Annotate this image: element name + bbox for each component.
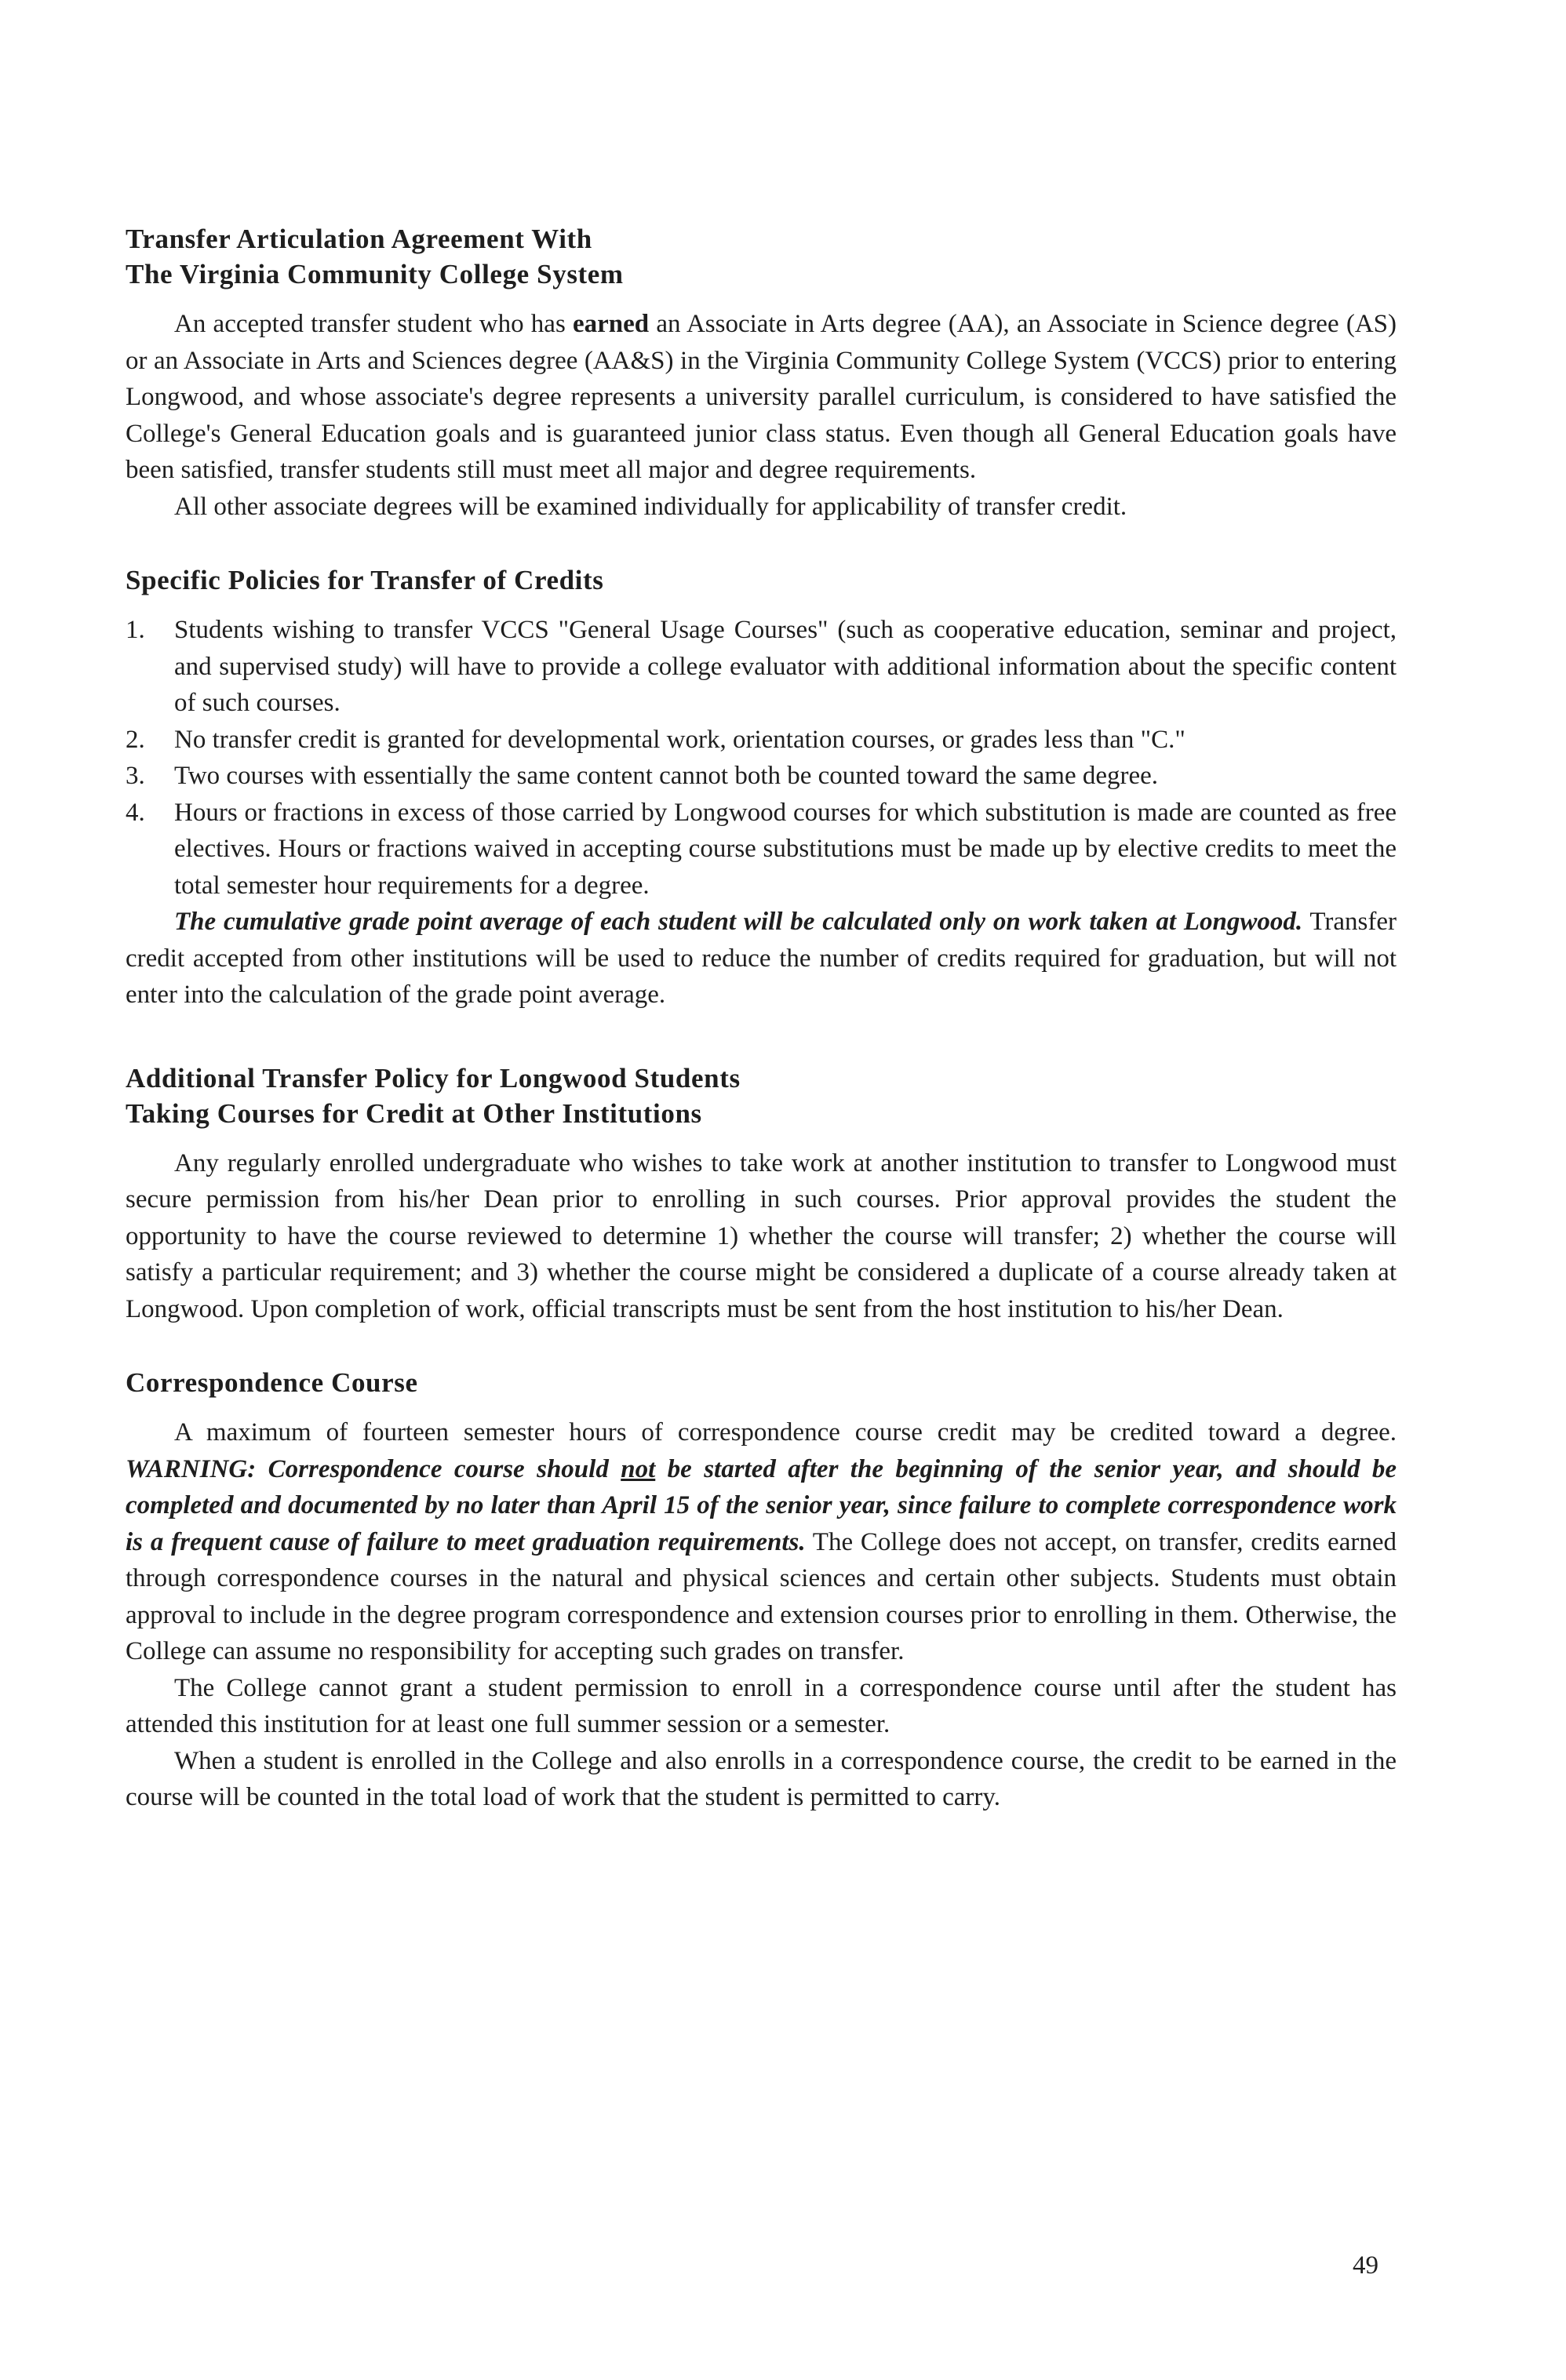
vccs-heading: Transfer Articulation Agreement With The Virginia Community College System	[126, 224, 624, 289]
policy-item: 3. Two courses with essentially the same content cannot both be counted toward the same degree.	[126, 762, 1159, 790]
additional-policy-heading: Additional Transfer Policy for Longwood Students Taking Courses for Credit at Other Institutions	[126, 1062, 741, 1129]
policy-item: 2. No transfer credit is granted for developmental work, orientation courses, or grades less than "C."	[126, 725, 1185, 754]
page-number: 49	[1353, 2251, 1378, 2280]
gpa-paragraph: The cumulative grade point average of each student will be calculated only on work taken at Longwood. Transfer credit accepted from other institutions will be used to reduce the number of credits required for graduation, but will not enter into the calculation of the grade point average.	[126, 908, 1397, 1009]
policy-list	[126, 612, 1397, 904]
warning-text: WARNING: Correspondence course should not be started after the beginning of the senior year, and should be completed and documented by no later than April 15 of the senior year, since failure to complete correspondence work is a frequent cause of failure to meet graduation requirements.	[126, 1454, 1397, 1556]
policy-item: 1. Students wishing to transfer VCCS "General Usage Courses" (such as cooperative education, seminar and project, and supervised study) will have to provide a college evaluator with additional information about the specific content of such courses.	[126, 616, 1397, 717]
vccs-other-degrees-paragraph: All other associate degrees will be examined individually for applicability of transfer credit.	[174, 492, 1127, 521]
policy-item: 4. Hours or fractions in excess of those carried by Longwood courses for which substitution is made are counted as free electives. Hours or fractions waived in accepting course substitutions must be made up by elective credits to meet the total semester hour requirements for a degree.	[126, 798, 1397, 900]
correspondence-load-paragraph: When a student is enrolled in the College and also enrolls in a correspondence course, the credit to be earned in the course will be counted in the total load of work that the student is permitted to carry.	[126, 1746, 1397, 1811]
correspondence-heading: Correspondence Course	[126, 1367, 418, 1398]
correspondence-paragraph: A maximum of fourteen semester hours of correspondence course credit may be credited toward a degree. WARNING: Correspondence course should not be started after the beginning of the senior year, and should be completed and documented by no later than April 15 of the senior year, since failure to complete correspondence work is a frequent cause of failure to meet graduation requirements. The College does not accept, on transfer, credits earned through correspondence courses in the natural and physical sciences and certain other subjects. Students must obtain approval to include in the degree program correspondence and extension courses prior to enrolling in them. Otherwise, the College can assume no responsibility for accepting such grades on transfer.	[126, 1418, 1397, 1665]
correspondence-permission-paragraph: The College cannot grant a student permission to enroll in a correspondence course until after the student has attended this institution for at least one full summer session or a semester.	[126, 1673, 1397, 1738]
vccs-paragraph: An accepted transfer student who has earned an Associate in Arts degree (AA), an Associate in Science degree (AS) or an Associate in Arts and Sciences degree (AA&S) in the Virginia Community College System (VCCS) prior to entering Longwood, and whose associate's degree represents a university parallel curriculum, is considered to have satisfied the College's General Education goals and is guaranteed junior class status. Even though all General Education goals have been satisfied, transfer students still must meet all major and degree requirements.	[126, 310, 1397, 484]
additional-policy-paragraph: Any regularly enrolled undergraduate who wishes to take work at another institution to transfer to Longwood must secure permission from his/her Dean prior to enrolling in such courses. Prior approval provides the student the opportunity to have the course reviewed to determine 1) whether the course will transfer; 2) whether the course will satisfy a particular requirement; and 3) whether the course might be considered a duplicate of a course already taken at Longwood. Upon completion of work, official transcripts must be sent from the host institution to his/her Dean.	[126, 1148, 1397, 1323]
specific-policies-heading: Specific Policies for Transfer of Credits	[126, 565, 604, 595]
page-content	[126, 221, 1397, 1816]
